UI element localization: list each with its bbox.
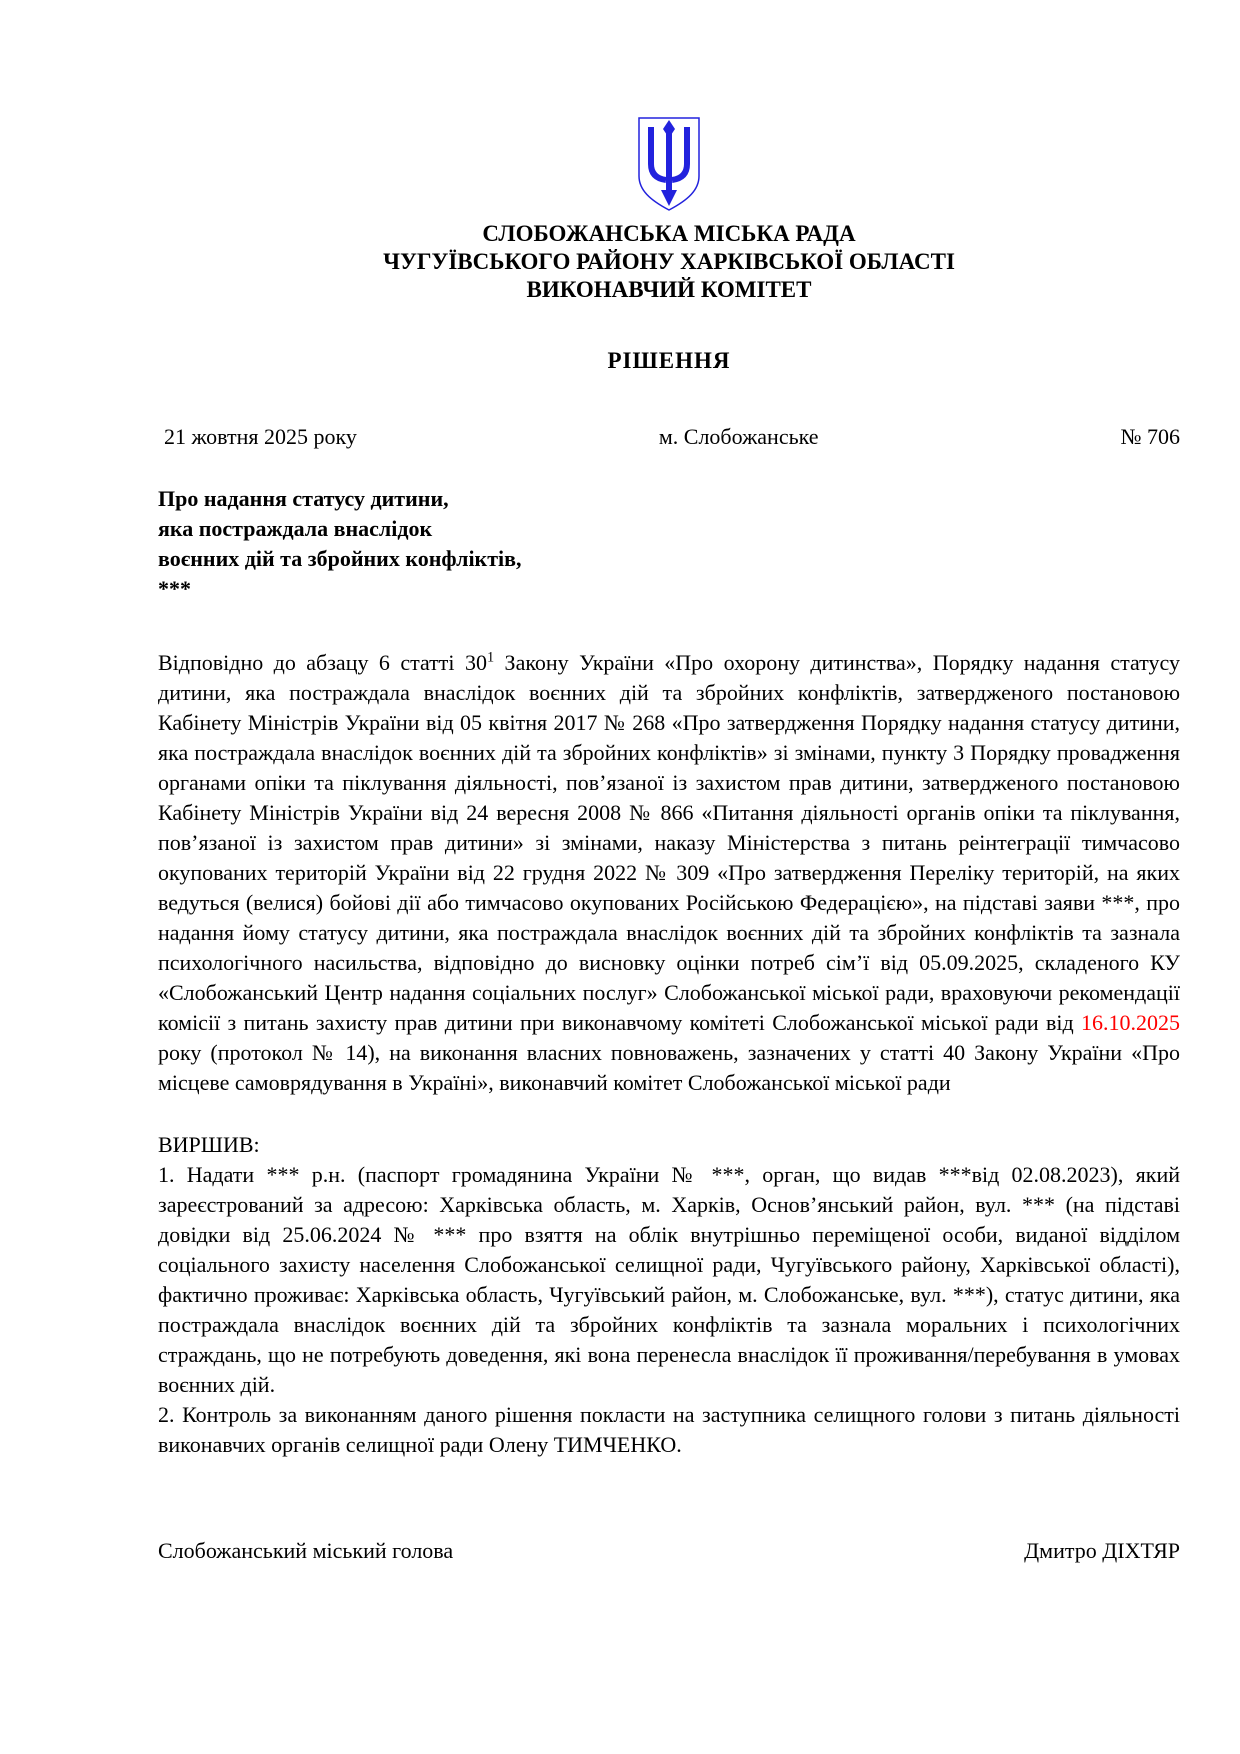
- document-number: № 706: [1120, 424, 1180, 449]
- subject-block: [158, 484, 1180, 604]
- resolution-item-1: 1. Надати *** р.н. (паспорт громадянина України № ***, орган, що видав ***від 02.08.2023), який зареєстрований за адресою: Харківська область, м. Харків, Основ’янський район, вул. *** (на підставі довідки від 25.06.2024 № *** про взяття на облік внутрішньо переміщеної особи, виданої відділом соціального захисту населення Слобожанської селищної ради, Чугуївського району, Харківської області), фактично проживає: Харківська область, Чугуївський район, м. Слобожанське, вул. ***), статус дитини, яка постраждала внаслідок воєнних дій та збройних конфліктів та зазнала моральних і психологічних страждань, що не потребують доведення, які вона перенесла внаслідок її проживання/перебування в умовах воєнних дій.: [158, 1162, 1180, 1397]
- org-name-line2: ЧУГУЇВСЬКОГО РАЙОНУ ХАРКІВСЬКОЇ ОБЛАСТІ: [383, 249, 955, 274]
- document-type-title: РІШЕННЯ: [607, 348, 731, 373]
- org-name-line1: СЛОБОЖАНСЬКА МІСЬКА РАДА: [482, 221, 856, 246]
- preamble-text-before-superscript: Відповідно до абзацу 6 статті 30: [158, 650, 487, 675]
- subject-line: воєнних дій та збройних конфліктів,: [158, 546, 522, 571]
- org-name-line3: ВИКОНАВЧИЙ КОМІТЕТ: [526, 277, 812, 302]
- subject-line: яка постраждала внаслідок: [158, 516, 433, 541]
- document-header: [158, 116, 1180, 376]
- article-superscript: 1: [486, 649, 495, 666]
- preamble-text-main: Закону України «Про охорону дитинства», Порядку надання статусу дитини, яка постраждала внаслідок воєнних дій та збройних конфліктів, затвердженого постановою Кабінету Міністрів України від 05 квітня 2017 № 268 «Про затвердження Порядку надання статусу дитини, яка постраждала внаслідок воєнних дій та збройних конфліктів» зі змінами, пункту 3 Порядку провадження органами опіки та піклування діяльності, пов’язаної із захистом прав дитини, затвердженого постановою Кабінету Міністрів України від 24 вересня 2008 № 866 «Питання діяльності органів опіки та піклування, пов’язаної із захистом прав дитини» зі змінами, наказу Міністерства з питань реінтеграції тимчасово окупованих територій України від 22 грудня 2022 № 309 «Про затвердження Переліку територій, на яких ведуться (велися) бойові дії або тимчасово окупованих Російською Федерацією», на підставі заяви ***, про надання йому статусу дитини, яка постраждала внаслідок воєнних дій та збройних конфліктів та зазнала психологічного насильства, відповідно до висновку оцінки потреб сім’ї від 05.09.2025, складеного КУ «Слобожанський Центр надання соціальних послуг» Слобожанської міської ради, враховуючи рекомендації комісії з питань захисту прав дитини при виконавчому комітеті Слобожанської міської ради від: [158, 650, 1180, 1035]
- document-place: м. Слобожанське: [658, 424, 819, 449]
- signature-row: [158, 1536, 1180, 1566]
- subject-line: ***: [158, 576, 191, 601]
- resolution-item-2: 2. Контроль за виконанням даного рішення покласти на заступника селищного голови з питань діяльності виконавчих органів селищної ради Олену ТИМЧЕНКО.: [158, 1402, 1180, 1457]
- subject-line: Про надання статусу дитини,: [158, 486, 449, 511]
- resolution-heading: ВИРШИВ:: [158, 1132, 260, 1157]
- preamble-text-end: року (протокол № 14), на виконання власних повноважень, зазначених у статті 40 Закону України «Про місцеве самоврядування в Україні», виконавчий комітет Слобожанської міської ради: [158, 1040, 1180, 1095]
- signatory-name: Дмитро ДІХТЯР: [1024, 1538, 1180, 1563]
- meta-row: [158, 422, 1180, 452]
- preamble-paragraph: [158, 648, 1180, 1098]
- document-date: 21 жовтня 2025 року: [164, 424, 357, 449]
- ukraine-trident-emblem-icon: [636, 116, 702, 212]
- signatory-position: Слобожанський міський голова: [158, 1538, 454, 1563]
- highlighted-protocol-date: 16.10.2025: [1081, 1010, 1180, 1035]
